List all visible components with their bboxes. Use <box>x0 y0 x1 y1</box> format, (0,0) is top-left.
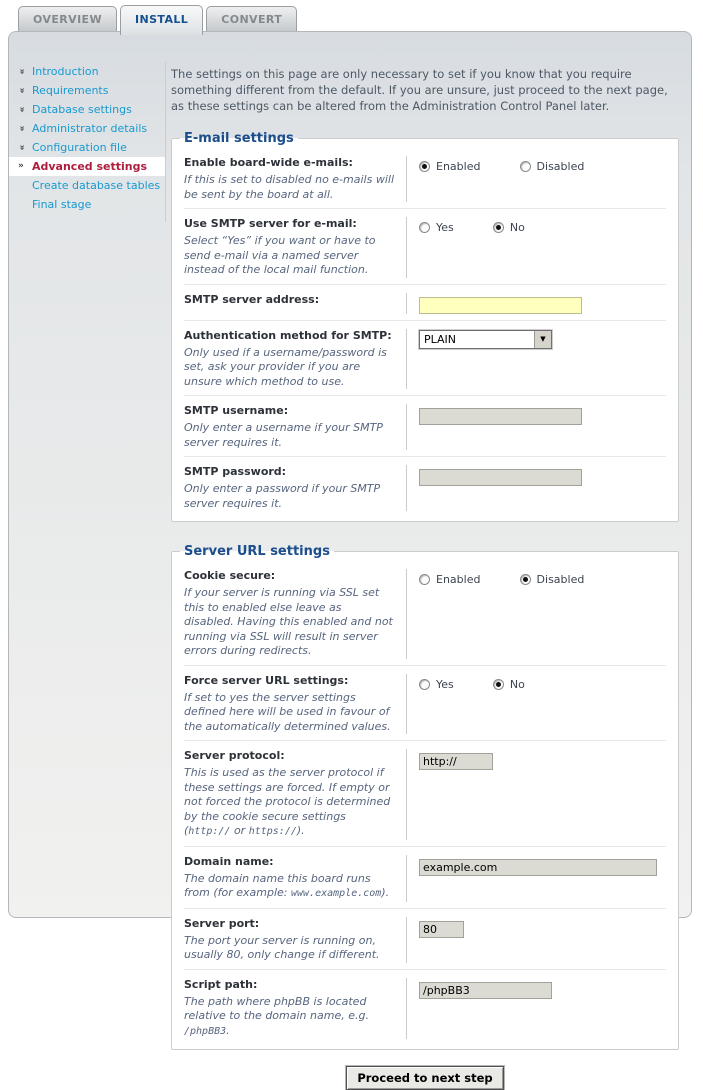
force-server-url-row <box>184 666 666 742</box>
server-protocol-row <box>184 741 666 847</box>
script-path-input[interactable] <box>419 982 552 999</box>
field-label: Use SMTP server for e-mail: <box>184 217 357 230</box>
field-desc: The domain name this board runs from (for example: www.example.com). <box>184 871 390 899</box>
code-domain: www.example.com <box>291 888 382 899</box>
field-desc: If your server is running via SSL set this to enabled else leave as disabled. Having this enabled and not running via SSL will result in server errors during redirects. <box>184 586 393 657</box>
radio-option-enabled[interactable] <box>419 160 480 173</box>
radio-label: Disabled <box>536 573 585 586</box>
arrow-right-icon: » <box>18 161 24 171</box>
sidebar-item-requirements[interactable] <box>9 81 165 100</box>
sidebar-link-requirements[interactable]: Requirements <box>32 84 109 97</box>
sidebar <box>9 32 166 917</box>
sidebar-link-configuration-file[interactable]: Configuration file <box>32 141 127 154</box>
field-label: SMTP password: <box>184 465 287 478</box>
radio-option-no[interactable] <box>493 221 525 234</box>
radio-label: No <box>509 221 525 234</box>
sidebar-link-final-stage[interactable]: Final stage <box>32 198 92 211</box>
server-url-settings-fieldset <box>171 544 679 1050</box>
sidebar-item-configuration-file[interactable] <box>9 138 165 157</box>
field-desc: The port your server is running on, usually 80, only change if different. <box>184 933 380 961</box>
smtp-no-radio[interactable] <box>493 222 504 233</box>
radio-option-disabled[interactable] <box>520 160 585 173</box>
chevron-down-icon: » <box>16 87 27 94</box>
enable-emails-disabled-radio[interactable] <box>520 161 531 172</box>
code-http: http:// <box>188 826 231 837</box>
chevron-down-icon: » <box>16 144 27 151</box>
enable-emails-enabled-radio[interactable] <box>419 161 430 172</box>
sidebar-item-database-settings[interactable] <box>9 100 165 119</box>
chevron-down-icon: » <box>16 106 27 113</box>
radio-label: Yes <box>436 677 454 691</box>
field-desc: The path where phpBB is located relative to the domain name, e.g. /phpBB3. <box>184 994 369 1037</box>
content-area <box>166 32 703 1085</box>
field-desc: Only used if a username/password is set, ask your provider if you are unsure which method to use. <box>184 345 387 388</box>
field-label: Script path: <box>184 977 258 991</box>
field-desc: Only enter a username if your SMTP server requires it. <box>184 421 383 449</box>
smtp-auth-row <box>184 321 666 397</box>
smtp-auth-select[interactable] <box>419 330 552 349</box>
field-label: Server protocol: <box>184 749 285 762</box>
radio-option-enabled[interactable] <box>419 573 480 586</box>
smtp-address-input[interactable] <box>419 297 582 314</box>
domain-name-row <box>184 847 666 909</box>
sidebar-item-final-stage[interactable] <box>9 195 165 214</box>
sidebar-item-introduction[interactable] <box>9 62 165 81</box>
smtp-enable-row <box>184 209 666 285</box>
field-label: Force server URL settings: <box>184 673 349 687</box>
field-label: Authentication method for SMTP: <box>184 328 392 342</box>
server-protocol-input[interactable] <box>419 753 493 770</box>
email-settings-legend: E-mail settings <box>184 131 294 146</box>
field-label: Enable board-wide e-mails: <box>184 156 353 169</box>
radio-option-yes[interactable] <box>419 678 454 691</box>
force-url-yes-radio[interactable] <box>419 679 430 690</box>
sidebar-item-advanced-settings[interactable] <box>9 157 165 176</box>
cookie-secure-disabled-radio[interactable] <box>520 574 531 585</box>
chevron-down-icon: » <box>16 125 27 132</box>
chevron-down-icon: » <box>16 68 27 75</box>
sidebar-item-create-database-tables[interactable] <box>9 176 165 195</box>
sidebar-link-create-database-tables[interactable]: Create database tables <box>32 179 161 192</box>
chevron-down-icon[interactable]: ▼ <box>534 331 551 348</box>
smtp-username-input[interactable] <box>419 408 582 425</box>
code-https: https:// <box>248 826 297 837</box>
radio-option-yes[interactable] <box>419 221 454 234</box>
code-script-path: /phpBB3 <box>184 1025 227 1037</box>
field-desc: Only enter a password if your SMTP server requires it. <box>184 482 381 510</box>
smtp-address-row <box>184 285 666 321</box>
field-label: Domain name: <box>184 854 274 868</box>
server-url-settings-legend: Server URL settings <box>184 544 330 559</box>
smtp-password-input[interactable] <box>419 469 582 486</box>
field-label: SMTP username: <box>184 404 289 417</box>
field-desc: If this is set to disabled no e-mails will be sent by the board at all. <box>184 173 395 201</box>
tab-overview[interactable]: OVERVIEW <box>18 6 117 31</box>
smtp-password-row <box>184 457 666 517</box>
radio-option-no[interactable] <box>493 678 525 691</box>
tab-install[interactable]: INSTALL <box>120 5 203 35</box>
force-url-no-radio[interactable] <box>493 679 504 690</box>
sidebar-link-database-settings[interactable]: Database settings <box>32 103 132 116</box>
radio-label: Enabled <box>436 160 481 173</box>
intro-text: The settings on this page are only necessary to set if you know that you require something different from the default. If you are unsure, just proceed to the next page, as these settings can be altered from the Administration Control Panel later. <box>171 67 668 113</box>
field-label: Server port: <box>184 916 260 930</box>
tab-convert[interactable]: CONVERT <box>206 6 297 31</box>
radio-label: Yes <box>436 221 454 234</box>
cookie-secure-row <box>184 561 666 666</box>
field-label: Cookie secure: <box>184 569 276 582</box>
radio-label: No <box>509 677 525 691</box>
cookie-secure-enabled-radio[interactable] <box>419 574 430 585</box>
main-panel <box>8 31 692 1085</box>
field-desc: This is used as the server protocol if these settings are forced. If empty or not forced the protocol is determined by the cookie secure settings (http:// or https://). <box>184 766 391 837</box>
field-desc: Select “Yes” if you want or have to send e-mail via a named server instead of the local mail function. <box>184 234 376 276</box>
selected-option: PLAIN <box>424 332 457 346</box>
smtp-yes-radio[interactable] <box>419 222 430 233</box>
sidebar-link-advanced-settings[interactable]: Advanced settings <box>32 160 148 173</box>
install-steps-list <box>9 62 166 222</box>
submit-row <box>171 1066 679 1090</box>
server-port-row <box>184 909 666 970</box>
sidebar-link-administrator-details[interactable]: Administrator details <box>32 122 148 135</box>
smtp-username-row <box>184 396 666 457</box>
sidebar-link-introduction[interactable]: Introduction <box>32 65 99 78</box>
sidebar-item-administrator-details[interactable] <box>9 119 165 138</box>
domain-name-input[interactable] <box>419 859 657 876</box>
proceed-button[interactable]: Proceed to next step <box>346 1066 503 1090</box>
field-label: SMTP server address: <box>184 292 320 306</box>
tab-bar <box>18 6 297 35</box>
email-settings-fieldset <box>171 131 679 522</box>
radio-label: Enabled <box>436 573 481 586</box>
field-desc: If set to yes the server settings defined here will be used in favour of the automatically determined values. <box>184 690 391 733</box>
radio-label: Disabled <box>536 160 585 173</box>
script-path-row <box>184 970 666 1046</box>
radio-option-disabled[interactable] <box>520 573 585 586</box>
enable-emails-row <box>184 148 666 209</box>
server-port-input[interactable] <box>419 921 464 938</box>
